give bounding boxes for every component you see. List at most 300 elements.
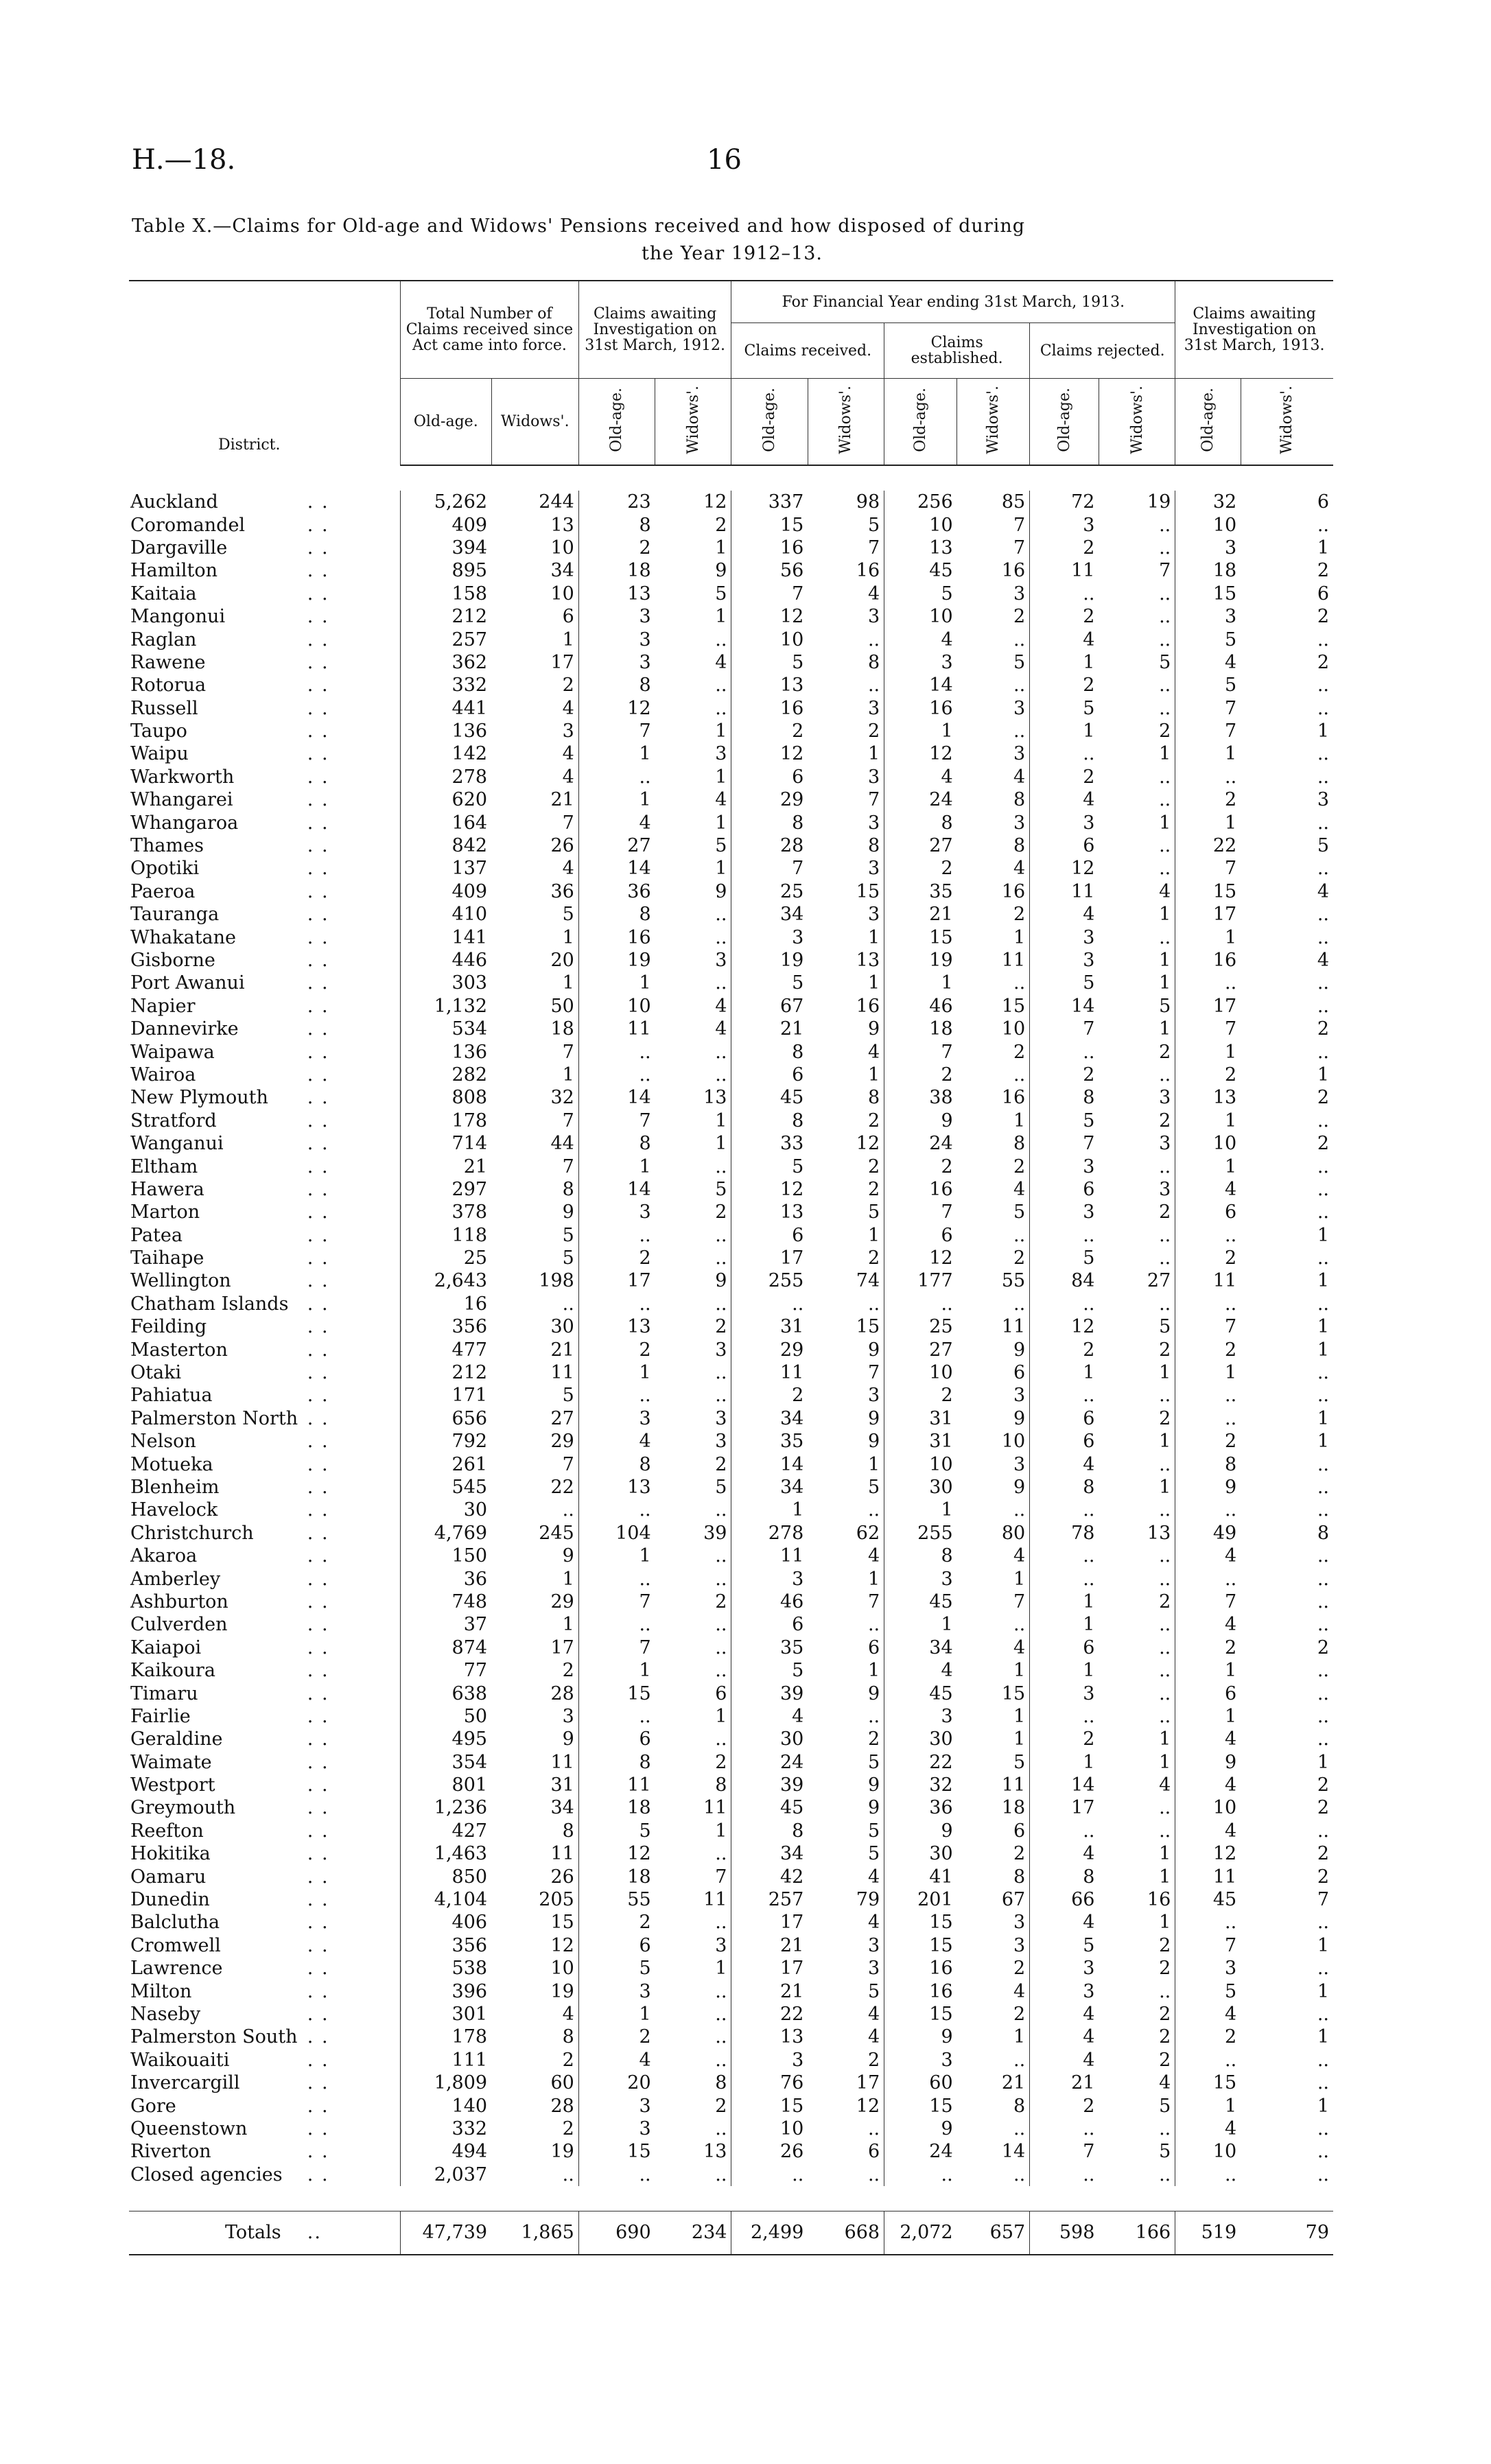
value-cell: 27 (884, 1338, 957, 1361)
value-cell: 8 (731, 811, 808, 834)
value-cell: 15 (1175, 2072, 1241, 2094)
district-name: Palmerston South (130, 2026, 298, 2048)
value-cell: .. (731, 1293, 808, 1315)
table-row (129, 1453, 1333, 1475)
value-cell: 1 (1159, 1431, 1171, 1453)
value-cell: 22 (1175, 834, 1241, 857)
table-row (129, 1315, 1333, 1338)
table-row (129, 537, 1333, 559)
table-row (129, 2140, 1333, 2163)
district-name: Fairlie (130, 1705, 191, 1727)
value-cell: 12 (1175, 1842, 1241, 1865)
value-cell: 2 (1317, 1018, 1329, 1040)
value-cell: 14 (1030, 995, 1099, 1018)
awaiting-1913-old-age-header (1175, 379, 1241, 466)
value-cell: .. (578, 766, 655, 788)
value-cell: .. (1317, 1362, 1329, 1384)
value-cell: 15 (884, 1911, 957, 1934)
vertical-label: Old-age. (912, 388, 930, 452)
value-cell: 3 (867, 1934, 880, 1956)
value-cell: 15 (1001, 1682, 1026, 1704)
leader-dots: . . (307, 1797, 329, 1819)
value-cell: 45 (1175, 1888, 1241, 1911)
value-cell: 4 (562, 766, 574, 788)
vertical-label: Old-age. (1199, 388, 1217, 452)
value-cell: 9 (867, 1431, 880, 1453)
value-cell: 6 (1030, 1636, 1099, 1659)
leader-dots: . . (307, 2117, 329, 2139)
value-cell: 7 (1175, 1591, 1241, 1613)
value-cell: .. (1159, 835, 1171, 857)
value-cell: .. (715, 1224, 727, 1246)
value-cell: 1 (867, 926, 880, 948)
district-name: Dannevirke (130, 1018, 239, 1040)
value-cell: 3 (1013, 583, 1026, 605)
claims-table (129, 280, 1333, 2255)
value-cell: 3 (715, 1431, 727, 1453)
value-cell: 2 (715, 1751, 727, 1773)
value-cell: 2 (1013, 1958, 1026, 1980)
value-cell: 72 (1030, 491, 1099, 513)
value-cell: 2 (578, 2026, 655, 2048)
value-cell: 494 (401, 2140, 492, 2163)
value-cell: 205 (539, 1889, 574, 1911)
value-cell: 6 (731, 1613, 808, 1636)
value-cell: 3 (1175, 605, 1241, 628)
value-cell: 171 (401, 1384, 492, 1407)
value-cell: 1 (562, 1064, 574, 1086)
leader-dots: . . (307, 1705, 329, 1727)
value-cell: 2 (578, 537, 655, 559)
received-widows-header (808, 379, 884, 466)
table-row (129, 1774, 1333, 1796)
value-cell: 16 (578, 926, 655, 948)
leader-dots: . . (307, 1224, 329, 1246)
value-cell: 21 (731, 1018, 808, 1040)
value-cell: 5 (578, 1957, 655, 1980)
value-cell: 1 (715, 1133, 727, 1155)
value-cell: 2 (1317, 651, 1329, 673)
value-cell: 638 (401, 1682, 492, 1704)
value-cell: 4,104 (401, 1888, 492, 1911)
value-cell: .. (1317, 1453, 1329, 1475)
table-row (129, 1636, 1333, 1659)
leader-dots: . . (307, 1980, 329, 2002)
value-cell: 5 (867, 1476, 880, 1498)
value-cell: 15 (731, 2094, 808, 2117)
value-cell: 874 (401, 1636, 492, 1659)
table-row (129, 2049, 1333, 2072)
value-cell: 5 (1030, 1247, 1099, 1269)
value-cell: 7 (1175, 857, 1241, 880)
financial-year-header: For Financial Year ending 31st March, 1913. (731, 281, 1175, 323)
value-cell: 8 (1030, 1865, 1099, 1888)
table-row (129, 1980, 1333, 2002)
leader-dots: . . (307, 1431, 329, 1453)
value-cell: .. (1159, 606, 1171, 628)
value-cell: .. (1013, 1499, 1026, 1521)
value-cell: 1 (1159, 1843, 1171, 1865)
value-cell: 7 (578, 1636, 655, 1659)
value-cell: 16 (884, 697, 957, 720)
value-cell: 16 (884, 1980, 957, 2002)
table-row (129, 1178, 1333, 1201)
value-cell: .. (715, 1385, 727, 1407)
district-name: Geraldine (130, 1728, 223, 1750)
table-row (129, 491, 1333, 513)
value-cell: 24 (884, 1132, 957, 1155)
district-name: Queenstown (130, 2117, 248, 2139)
value-cell: .. (1317, 2141, 1329, 2163)
value-cell: .. (715, 904, 727, 926)
leader-dots: . . (307, 1293, 329, 1315)
value-cell: 13 (578, 1476, 655, 1499)
district-name: Kaitaia (130, 583, 197, 605)
total-cell: 519 (1175, 2211, 1241, 2255)
value-cell: 7 (578, 720, 655, 742)
value-cell: .. (867, 1614, 880, 1636)
value-cell: 15 (1001, 995, 1026, 1017)
leader-dots: . . (307, 1453, 329, 1475)
table-row (129, 2003, 1333, 2026)
value-cell: 16 (856, 995, 880, 1017)
value-cell: 7 (884, 1040, 957, 1063)
table-row (129, 2117, 1333, 2140)
claims-received-header: Claims received. (731, 323, 884, 379)
value-cell: .. (1317, 972, 1329, 994)
value-cell: 11 (1175, 1865, 1241, 1888)
value-cell: 1 (578, 788, 655, 811)
value-cell: .. (1159, 858, 1171, 880)
value-cell: 6 (731, 766, 808, 788)
value-cell: 14 (578, 857, 655, 880)
total-cell: 234 (655, 2211, 731, 2255)
value-cell: 1 (1317, 1980, 1329, 2002)
value-cell: 3 (884, 1567, 957, 1590)
value-cell: .. (715, 1980, 727, 2002)
rejected-old-age-header (1030, 379, 1099, 466)
value-cell: 409 (401, 880, 492, 903)
value-cell: .. (1159, 789, 1171, 811)
value-cell: 3 (731, 926, 808, 948)
value-cell: 4 (578, 2049, 655, 2072)
value-cell: 7 (884, 1201, 957, 1223)
value-cell: 1 (1317, 1270, 1329, 1292)
value-cell: 6 (731, 1224, 808, 1247)
value-cell: 5 (562, 904, 574, 926)
value-cell: 1 (562, 926, 574, 948)
value-cell: 1 (578, 1361, 655, 1384)
value-cell: 3 (1030, 513, 1099, 536)
value-cell: 12 (856, 1133, 880, 1155)
value-cell: .. (578, 1705, 655, 1728)
district-name: Gore (130, 2095, 176, 2117)
district-name: Culverden (130, 1614, 228, 1636)
value-cell: 5 (1030, 1934, 1099, 1957)
value-cell: .. (578, 1567, 655, 1590)
value-cell: 4 (1159, 880, 1171, 902)
value-cell: 2 (1317, 1774, 1329, 1796)
leader-dots: . . (307, 1018, 329, 1040)
value-cell: 26 (550, 835, 574, 857)
value-cell: 1 (1317, 1316, 1329, 1338)
value-cell: 8 (562, 1820, 574, 1842)
value-cell: 1 (1159, 1476, 1171, 1498)
value-cell: 356 (401, 1934, 492, 1957)
value-cell: 11 (1175, 1269, 1241, 1292)
leader-dots: . . (307, 1247, 329, 1269)
value-cell: 1 (1317, 1064, 1329, 1086)
value-cell: 22 (550, 1476, 574, 1498)
value-cell: 1 (867, 1064, 880, 1086)
value-cell: 2 (1159, 2026, 1171, 2048)
leader-dots: . . (307, 926, 329, 948)
value-cell: 9 (1013, 1407, 1026, 1429)
value-cell: 1 (578, 972, 655, 994)
leader-dots: . . (307, 2003, 329, 2025)
awaiting-1912-header: Claims awaiting Investigation on 31st March, 1912. (578, 281, 731, 379)
value-cell: 255 (731, 1269, 808, 1292)
value-cell: 1 (715, 720, 727, 742)
value-cell: .. (1317, 1155, 1329, 1177)
value-cell: 39 (731, 1774, 808, 1796)
value-cell: .. (1317, 1247, 1329, 1269)
value-cell: 257 (401, 628, 492, 650)
value-cell: 2 (867, 1247, 880, 1269)
leader-dots: . . (307, 766, 329, 788)
value-cell: .. (1013, 1064, 1026, 1086)
value-cell: 18 (884, 1018, 957, 1040)
value-cell: 8 (731, 1110, 808, 1132)
value-cell: 178 (401, 1110, 492, 1132)
district-name: Balclutha (130, 1912, 220, 1934)
value-cell: 2 (1030, 1064, 1099, 1086)
value-cell: 3 (1013, 697, 1026, 719)
value-cell: 31 (731, 1315, 808, 1338)
table-row (129, 1132, 1333, 1155)
district-name: Whakatane (130, 926, 237, 948)
value-cell: 13 (703, 2141, 727, 2163)
value-cell: 10 (1175, 513, 1241, 536)
value-cell: 2 (867, 2049, 880, 2071)
value-cell: .. (1317, 2163, 1329, 2185)
value-cell: .. (1030, 2117, 1099, 2140)
value-cell: .. (578, 1613, 655, 1636)
value-cell: .. (867, 2163, 880, 2185)
value-cell: 394 (401, 537, 492, 559)
value-cell: .. (1317, 926, 1329, 948)
value-cell: 2 (578, 1911, 655, 1934)
value-cell: 2 (578, 1247, 655, 1269)
district-name: Palmerston North (130, 1407, 298, 1429)
value-cell: 12 (578, 1842, 655, 1865)
value-cell: 1 (715, 858, 727, 880)
value-cell: 1 (1159, 1751, 1171, 1773)
value-cell: 7 (1030, 2140, 1099, 2163)
value-cell: 10 (884, 1453, 957, 1475)
value-cell: 1 (1159, 743, 1171, 765)
value-cell: 7 (1013, 537, 1026, 559)
value-cell: 4 (1013, 1636, 1026, 1658)
value-cell: 1 (1175, 926, 1241, 948)
district-name: Closed agencies (130, 2163, 283, 2185)
leader-dots: . . (307, 1660, 329, 1682)
leader-dots: . . (307, 858, 329, 880)
value-cell: 5,262 (401, 491, 492, 513)
value-cell: 4 (562, 858, 574, 880)
value-cell: 3 (1013, 812, 1026, 834)
value-cell: 16 (401, 1293, 492, 1315)
value-cell: .. (562, 1499, 574, 1521)
total-cell: 598 (1030, 2211, 1099, 2255)
value-cell: 5 (715, 1178, 727, 1200)
leader-dots: . . (307, 1889, 329, 1911)
value-cell: 10 (731, 2117, 808, 2140)
district-name: Eltham (130, 1155, 198, 1177)
value-cell: .. (1013, 2049, 1026, 2071)
value-cell: .. (578, 1499, 655, 1521)
value-cell: 45 (884, 559, 957, 582)
value-cell: 2 (715, 514, 727, 536)
value-cell: 11 (703, 1797, 727, 1819)
district-name: Wairoa (130, 1064, 196, 1086)
value-cell: 2 (1175, 1338, 1241, 1361)
value-cell: 5 (1013, 1201, 1026, 1223)
value-cell: 792 (401, 1430, 492, 1453)
value-cell: 5 (1159, 2095, 1171, 2117)
value-cell: .. (1159, 1499, 1171, 1521)
value-cell: 19 (1147, 491, 1171, 513)
value-cell: .. (1159, 1247, 1171, 1269)
value-cell: 16 (1175, 949, 1241, 972)
value-cell: 3 (1175, 537, 1241, 559)
value-cell: 1 (1013, 1728, 1026, 1750)
value-cell: 245 (539, 1522, 574, 1544)
value-cell: 10 (550, 537, 574, 559)
total-cell: 657 (957, 2211, 1030, 2255)
value-cell: .. (1030, 1820, 1099, 1842)
value-cell: 5 (1175, 628, 1241, 650)
value-cell: .. (1175, 1224, 1241, 1247)
district-name: Taihape (130, 1247, 204, 1269)
value-cell: 441 (401, 697, 492, 720)
value-cell: .. (715, 1545, 727, 1567)
value-cell: .. (1013, 972, 1026, 994)
value-cell: 27 (550, 1407, 574, 1429)
value-cell: 11 (731, 1545, 808, 1567)
value-cell: 35 (884, 880, 957, 903)
value-cell: 6 (1317, 583, 1329, 605)
value-cell: .. (1175, 766, 1241, 788)
value-cell: 6 (1175, 1682, 1241, 1704)
value-cell: 15 (884, 1934, 957, 1957)
value-cell: 10 (550, 1958, 574, 1980)
district-name: Port Awanui (130, 972, 245, 994)
value-cell: 34 (731, 1476, 808, 1499)
value-cell: .. (1159, 537, 1171, 559)
value-cell: .. (1030, 1224, 1099, 1247)
table-row (129, 1064, 1333, 1086)
total-cell: 668 (808, 2211, 884, 2255)
value-cell: 1 (867, 1568, 880, 1590)
value-cell: 1,236 (401, 1796, 492, 1819)
value-cell: 4 (1175, 2117, 1241, 2140)
value-cell: 164 (401, 811, 492, 834)
value-cell: 4 (715, 651, 727, 673)
value-cell: 46 (884, 995, 957, 1018)
value-cell: 39 (731, 1682, 808, 1704)
value-cell: 9 (1175, 1750, 1241, 1773)
value-cell: 9 (884, 2026, 957, 2048)
value-cell: 11 (550, 1362, 574, 1384)
value-cell: .. (1030, 583, 1099, 605)
value-cell: 136 (401, 720, 492, 742)
value-cell: .. (1317, 1385, 1329, 1407)
value-cell: 3 (1317, 789, 1329, 811)
value-cell: 4 (867, 2026, 880, 2048)
value-cell: 8 (1175, 1453, 1241, 1475)
value-cell: .. (715, 1568, 727, 1590)
value-cell: 212 (401, 1361, 492, 1384)
value-cell: 545 (401, 1476, 492, 1499)
value-cell: 8 (731, 1040, 808, 1063)
value-cell: 2 (1013, 1041, 1026, 1063)
leader-dots: . . (307, 1751, 329, 1773)
value-cell: .. (578, 1040, 655, 1063)
value-cell: 2 (1013, 1155, 1026, 1177)
table-row (129, 1567, 1333, 1590)
value-cell: .. (1317, 1041, 1329, 1063)
value-cell: 6 (1030, 1178, 1099, 1201)
value-cell: 25 (884, 1315, 957, 1338)
value-cell: 17 (731, 1247, 808, 1269)
value-cell: 21 (401, 1155, 492, 1177)
leader-dots: . . (307, 1934, 329, 1956)
value-cell: .. (1175, 1499, 1241, 1521)
value-cell: 3 (867, 1385, 880, 1407)
title-line-1: Table X.—Claims for Old-age and Widows' Pensions received and how disposed of during (132, 215, 1026, 237)
value-cell: 85 (1001, 491, 1026, 513)
table-row (129, 1293, 1333, 1315)
value-cell: 1 (731, 1499, 808, 1521)
value-cell: 1 (1317, 2026, 1329, 2048)
value-cell: 27 (884, 834, 957, 857)
value-cell: 2 (1159, 1407, 1171, 1429)
leader-dots: . . (307, 2141, 329, 2163)
value-cell: 4 (1317, 950, 1329, 971)
value-cell: 5 (1175, 1980, 1241, 2002)
value-cell: 2 (1159, 1958, 1171, 1980)
value-cell: 4 (1030, 1453, 1099, 1475)
value-cell: .. (1159, 1545, 1171, 1567)
value-cell: 12 (1030, 1315, 1099, 1338)
value-cell: 7 (1175, 1315, 1241, 1338)
value-cell: 8 (1013, 2095, 1026, 2117)
leader-dots: . . (307, 1133, 329, 1155)
value-cell: 2 (1159, 2003, 1171, 2025)
value-cell: 12 (884, 742, 957, 765)
value-cell: 111 (401, 2049, 492, 2072)
value-cell: 67 (731, 995, 808, 1018)
value-cell: .. (578, 1384, 655, 1407)
table-row (129, 1522, 1333, 1545)
district-name: Blenheim (130, 1476, 220, 1498)
value-cell: 7 (1013, 514, 1026, 536)
value-cell: 22 (884, 1750, 957, 1773)
value-cell: 8 (1317, 1522, 1329, 1544)
value-cell: 16 (1147, 1889, 1171, 1911)
value-cell: 4 (1030, 788, 1099, 811)
